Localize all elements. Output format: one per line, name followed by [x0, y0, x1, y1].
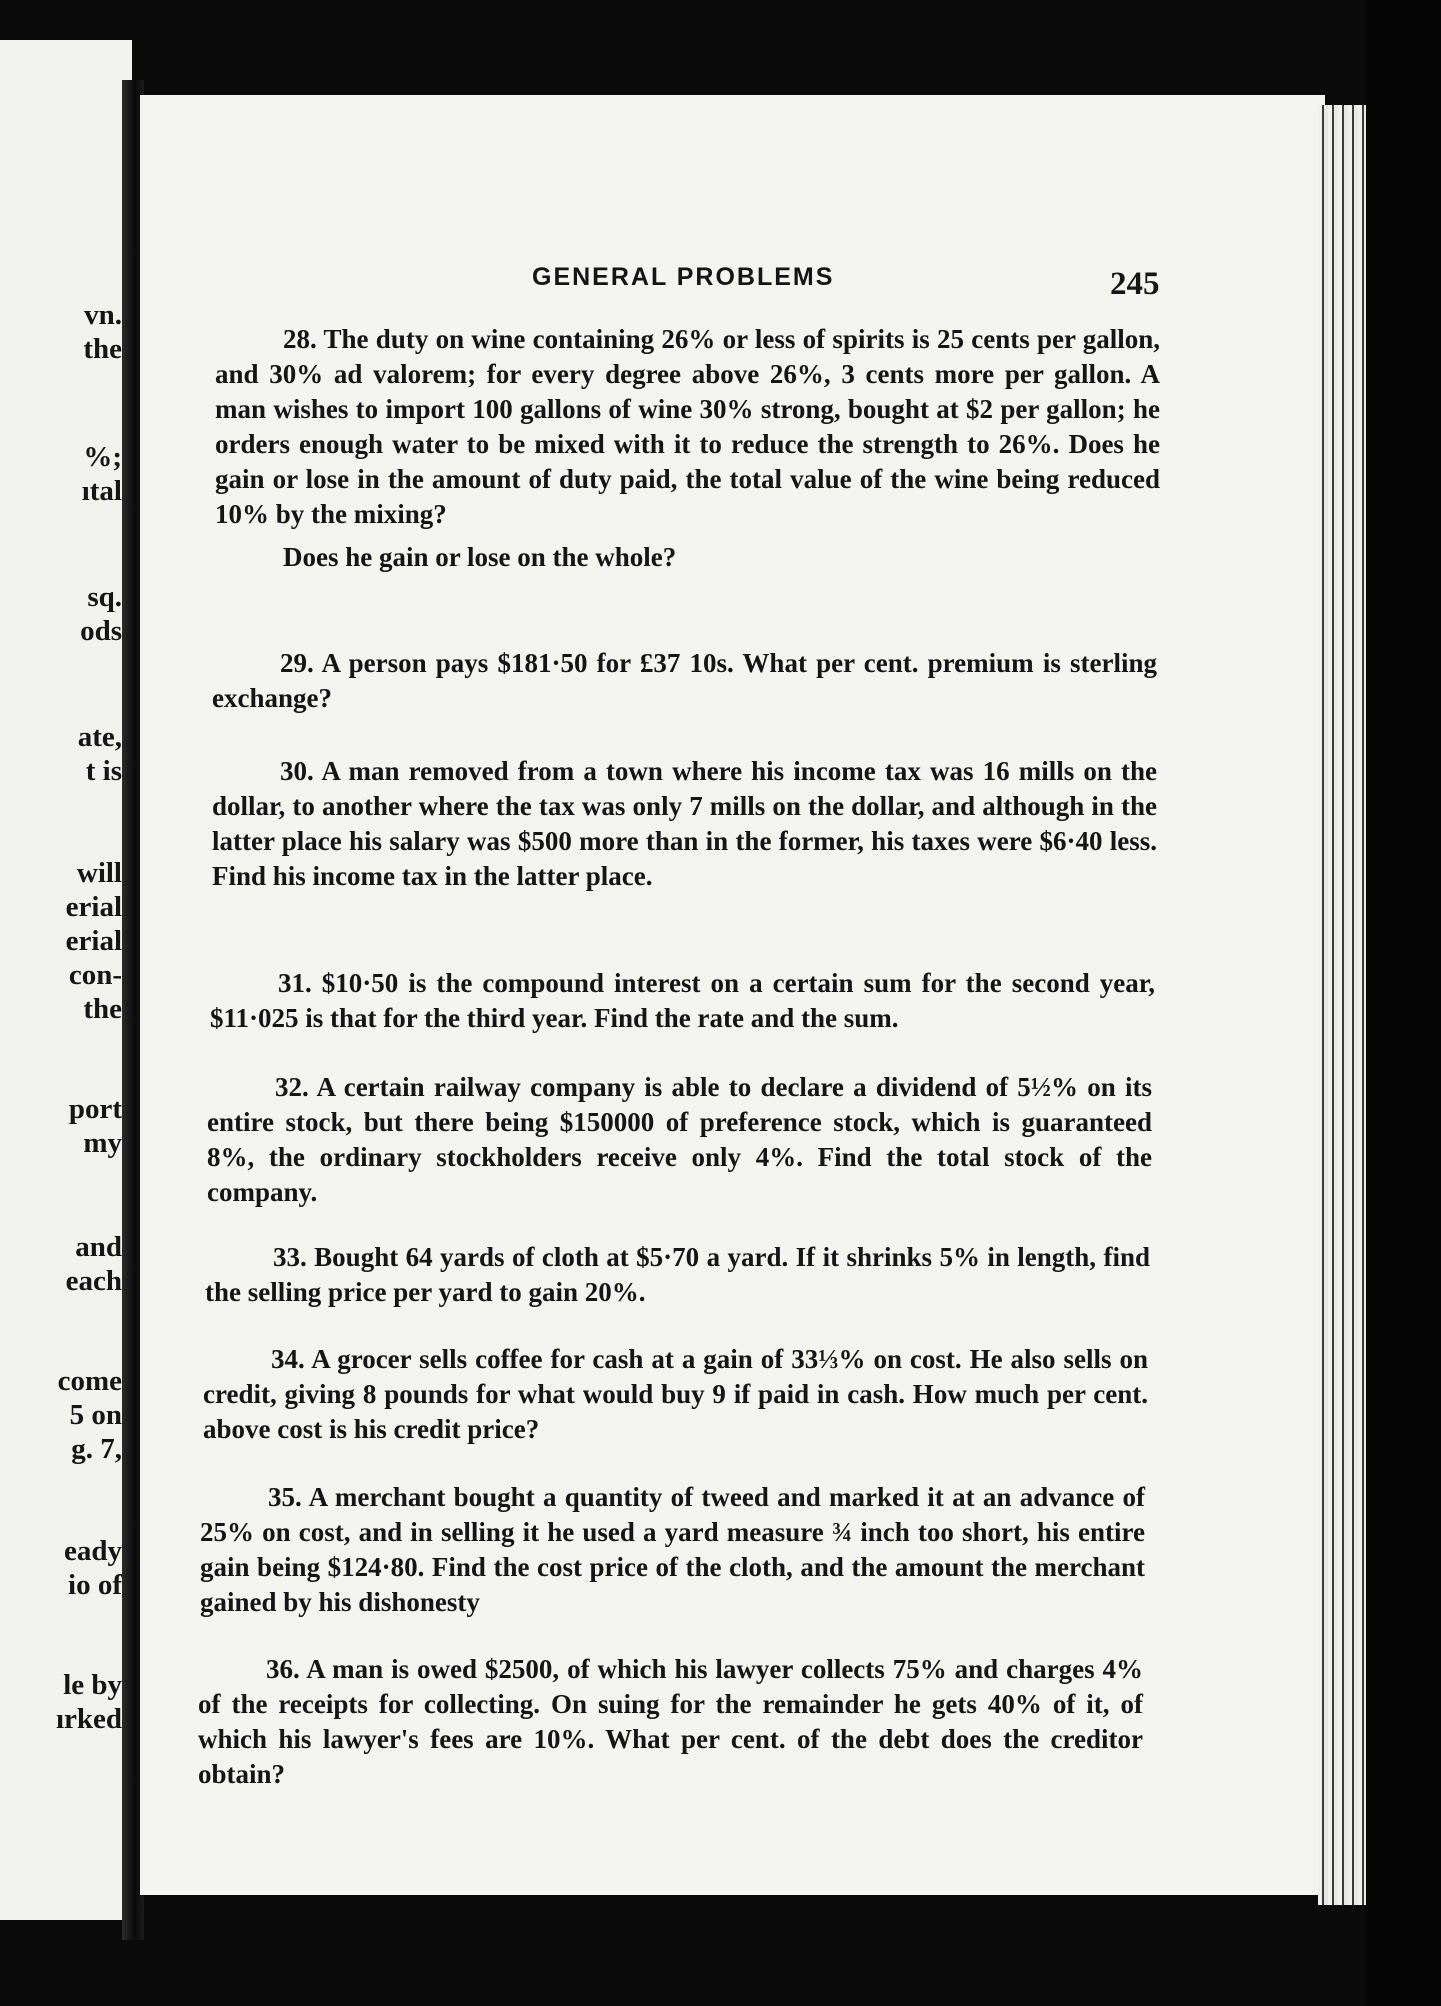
problem-number: 33. — [273, 1242, 307, 1272]
left-fragment: erial — [65, 925, 122, 957]
problem-number: 32. — [275, 1072, 309, 1102]
problem-extra: Does he gain or lose on the whole? — [283, 542, 677, 572]
problem-28 — [215, 322, 1160, 575]
problem-number: 34. — [271, 1344, 305, 1374]
problem-31 — [210, 966, 1155, 1036]
problem-text: A man removed from a town where his income tax was 16 mills on the dollar, to another where the tax was only 7 mills on the dollar, and although in the latter place his salary was $500 more than in the former, his taxes were $6·40 less. Find his income tax in the latter place. — [212, 756, 1157, 891]
problem-number: 31. — [278, 968, 312, 998]
running-head: GENERAL PROBLEMS — [532, 263, 835, 291]
page-number: 245 — [1110, 266, 1160, 302]
left-fragment: the — [83, 333, 122, 365]
left-fragment: eady — [64, 1535, 122, 1567]
left-fragment: my — [83, 1127, 122, 1159]
problem-number: 30. — [280, 756, 314, 786]
left-fragment: %; — [83, 441, 122, 473]
left-fragment: t is — [85, 755, 122, 787]
problem-29 — [212, 646, 1157, 716]
left-fragment: will — [76, 857, 122, 889]
left-fragment: io of — [68, 1569, 122, 1601]
problem-text: $10·50 is the compound interest on a certain sum for the second year, $11·025 is that for the third year. Find the rate and the sum. — [210, 968, 1156, 1033]
left-fragment: ıtal — [81, 475, 122, 507]
problem-text: A man is owed $2500, of which his lawyer collects 75% and charges 4% of the receipts for collecting. On suing for the remainder he gets 40% of it, of which his lawyer's fees are 10%. What per cent. of the debt does the creditor obtain? — [198, 1654, 1144, 1789]
left-fragment: 5 on — [69, 1399, 122, 1431]
left-fragment: le by — [63, 1669, 122, 1701]
problem-34 — [203, 1342, 1148, 1447]
left-fragment: sq. — [87, 581, 122, 613]
left-fragment: g. 7, — [71, 1433, 122, 1465]
left-fragment: con- — [68, 959, 122, 991]
problem-30 — [212, 754, 1157, 894]
left-facing-page — [0, 40, 132, 1920]
left-fragment: port — [68, 1093, 122, 1125]
left-fragment: come — [57, 1365, 122, 1397]
problem-text: A person pays $181·50 for £37 10s. What per cent. premium is sterling exchange? — [212, 648, 1157, 713]
left-fragment: erial — [65, 891, 122, 923]
left-fragment: and — [75, 1231, 122, 1263]
left-fragment: the — [83, 993, 122, 1025]
problem-36 — [198, 1652, 1143, 1792]
left-fragment: ırked — [55, 1703, 122, 1735]
left-fragment: ate, — [77, 721, 122, 753]
left-fragment: ods — [80, 615, 122, 647]
problem-35 — [200, 1480, 1145, 1620]
left-fragment: vn. — [84, 299, 122, 331]
left-fragment: each — [65, 1265, 122, 1297]
problem-text: The duty on wine containing 26% or less of spirits is 25 cents per gallon, and 30% ad valorem; for every degree above 26%, 3 cents more per gallon. A man wishes to import 100 gallons of wine 30% strong, bought at $2 per gallon; he orders enough water to be mixed with it to reduce the strength to 26%. Does he gain or lose in the amount of duty paid, the total value of the wine being reduced 10% by the mixing? — [215, 324, 1161, 529]
problem-32 — [207, 1070, 1152, 1210]
problem-number: 36. — [266, 1654, 300, 1684]
problem-text: A merchant bought a quantity of tweed and marked it at an advance of 25% on cost, and in selling it he used a yard measure ¾ inch too short, his entire gain being $124·80. Find the cost price of the cloth, and the amount the merchant gained by his dishonesty — [200, 1482, 1145, 1617]
problem-number: 28. — [283, 324, 317, 354]
background-edge — [1366, 0, 1441, 2006]
problem-text: A certain railway company is able to declare a dividend of 5½% on its entire stock, but there being $150000 of preference stock, which is guaranteed 8%, the ordinary stockholders receive only 4%. Find the total stock of the company. — [207, 1072, 1152, 1207]
problem-text: Bought 64 yards of cloth at $5·70 a yard. If it shrinks 5% in length, find the selling price per yard to gain 20%. — [205, 1242, 1150, 1307]
problem-number: 29. — [280, 648, 314, 678]
problem-number: 35. — [268, 1482, 302, 1512]
page-edges — [1318, 105, 1366, 1905]
problem-text: A grocer sells coffee for cash at a gain of 33⅓% on cost. He also sells on credit, giving 8 pounds for what would buy 9 if paid in cash. How much per cent. above cost is his credit price? — [203, 1344, 1148, 1444]
problem-33 — [205, 1240, 1150, 1310]
